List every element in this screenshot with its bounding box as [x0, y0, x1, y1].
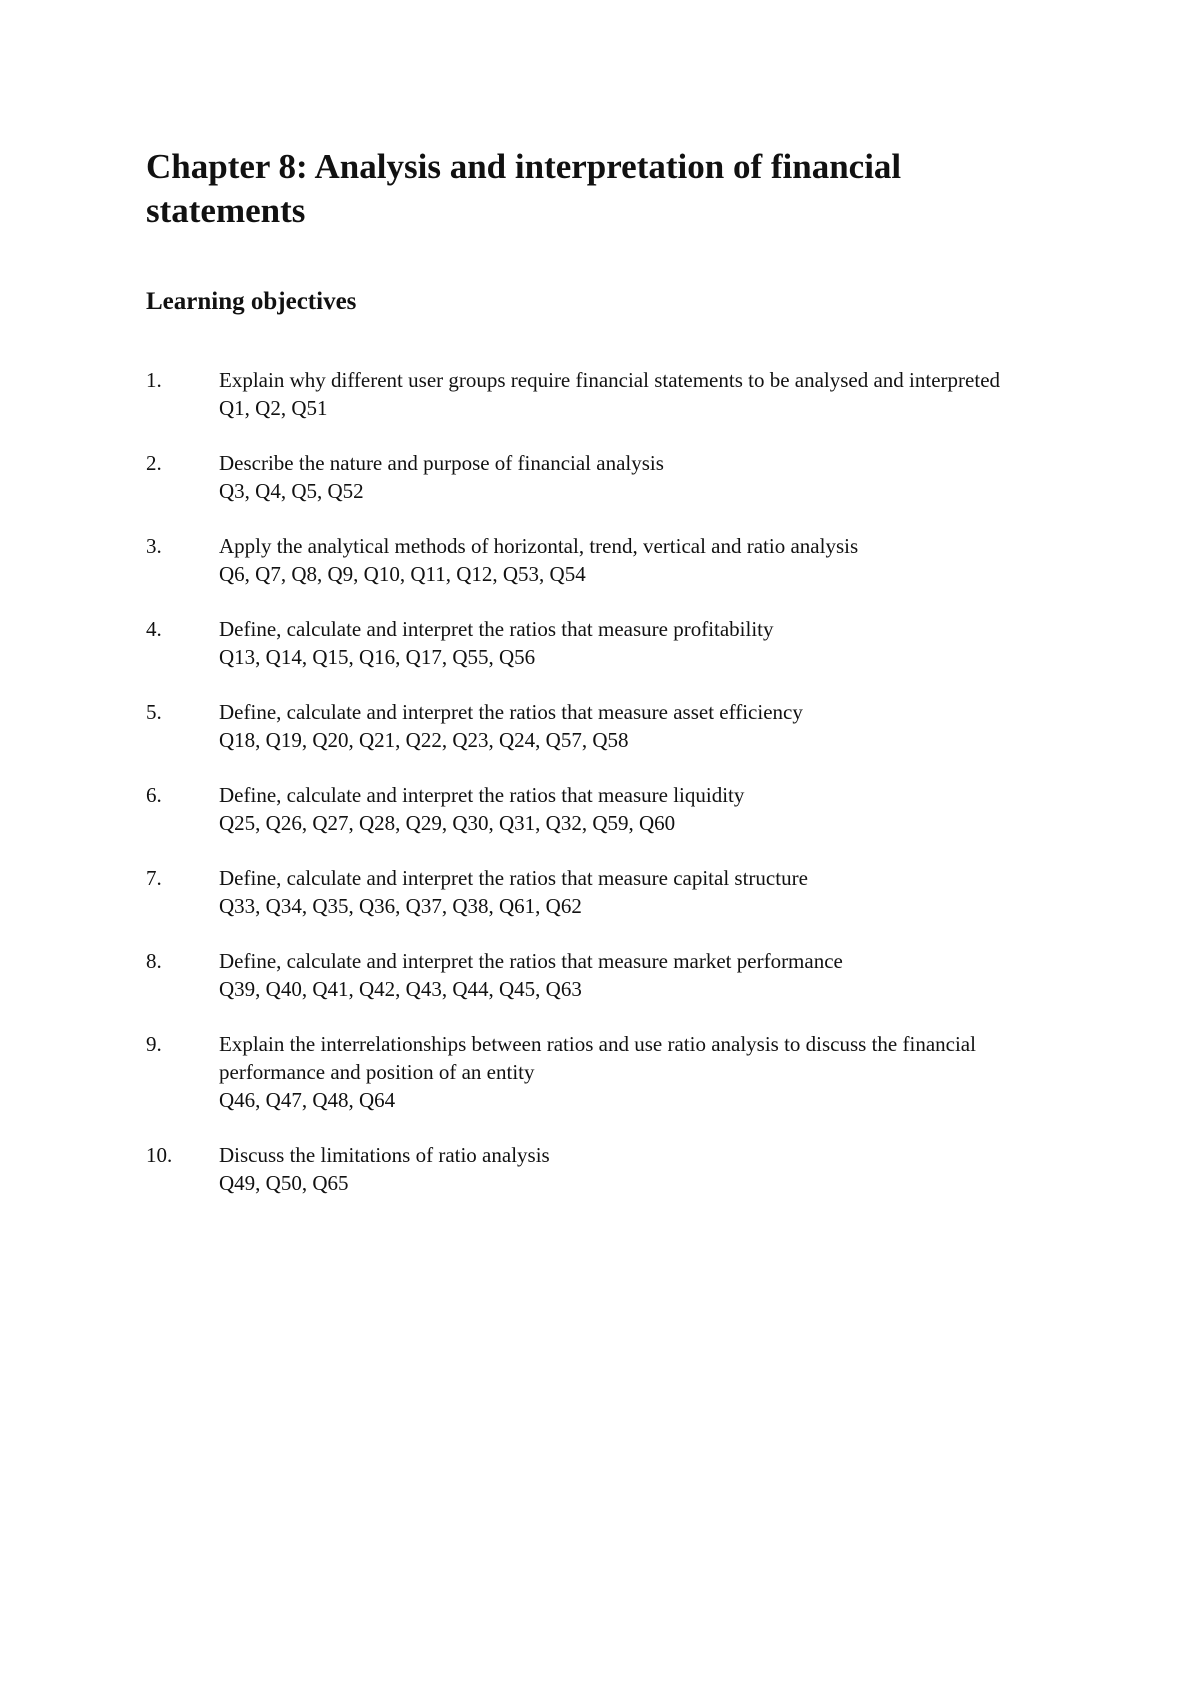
objective-questions: Q13, Q14, Q15, Q16, Q17, Q55, Q56 — [219, 645, 536, 669]
objective-item — [146, 449, 1046, 505]
page-title: Chapter 8: Analysis and interpretation of financial statements — [146, 147, 902, 230]
objective-body — [219, 1141, 1046, 1197]
objective-number: 7. — [146, 866, 162, 890]
objective-item — [146, 366, 1046, 422]
section-heading: Learning objectives — [146, 288, 357, 315]
objective-text: Define, calculate and interpret the ratios that measure capital structure — [219, 866, 808, 890]
objective-body — [219, 947, 1046, 1003]
objective-item — [146, 698, 1046, 754]
objective-number: 9. — [146, 1032, 162, 1056]
objective-text: Explain why different user groups require financial statements to be analysed and interpreted — [219, 368, 1001, 392]
objective-body — [219, 615, 1046, 671]
objective-body — [219, 1030, 1046, 1114]
objective-questions: Q18, Q19, Q20, Q21, Q22, Q23, Q24, Q57, Q58 — [219, 728, 629, 752]
objective-text: Explain the interrelationships between ratios and use ratio analysis to discuss the financial performance and position of an entity — [219, 1032, 976, 1084]
objective-questions: Q6, Q7, Q8, Q9, Q10, Q11, Q12, Q53, Q54 — [219, 562, 586, 586]
objective-item — [146, 615, 1046, 671]
objective-item — [146, 947, 1046, 1003]
objective-questions: Q49, Q50, Q65 — [219, 1171, 349, 1195]
objective-number: 4. — [146, 617, 162, 641]
objective-body — [219, 864, 1046, 920]
objective-text: Define, calculate and interpret the ratios that measure market performance — [219, 949, 843, 973]
objectives-list — [146, 366, 1046, 1224]
objective-questions: Q33, Q34, Q35, Q36, Q37, Q38, Q61, Q62 — [219, 894, 582, 918]
objective-body — [219, 532, 1046, 588]
objective-questions: Q3, Q4, Q5, Q52 — [219, 479, 364, 503]
objective-number: 6. — [146, 783, 162, 807]
objective-body — [219, 698, 1046, 754]
objective-body — [219, 781, 1046, 837]
objective-item — [146, 532, 1046, 588]
objective-text: Define, calculate and interpret the ratios that measure asset efficiency — [219, 700, 803, 724]
objective-text: Describe the nature and purpose of financial analysis — [219, 451, 664, 475]
objective-questions: Q25, Q26, Q27, Q28, Q29, Q30, Q31, Q32, Q59, Q60 — [219, 811, 676, 835]
objective-questions: Q39, Q40, Q41, Q42, Q43, Q44, Q45, Q63 — [219, 977, 582, 1001]
objective-text: Apply the analytical methods of horizontal, trend, vertical and ratio analysis — [219, 534, 859, 558]
objective-number: 5. — [146, 700, 162, 724]
objective-questions: Q1, Q2, Q51 — [219, 396, 328, 420]
objective-item — [146, 864, 1046, 920]
objective-text: Discuss the limitations of ratio analysis — [219, 1143, 550, 1167]
objective-number: 2. — [146, 451, 162, 475]
objective-body — [219, 449, 1046, 505]
objective-body — [219, 366, 1046, 422]
objective-number: 10. — [146, 1143, 173, 1167]
objective-number: 1. — [146, 368, 162, 392]
objective-text: Define, calculate and interpret the ratios that measure profitability — [219, 617, 774, 641]
objective-item — [146, 1141, 1046, 1197]
objective-text: Define, calculate and interpret the ratios that measure liquidity — [219, 783, 745, 807]
objective-item — [146, 1030, 1046, 1114]
objective-questions: Q46, Q47, Q48, Q64 — [219, 1088, 396, 1112]
objective-number: 8. — [146, 949, 162, 973]
objective-number: 3. — [146, 534, 162, 558]
objective-item — [146, 781, 1046, 837]
